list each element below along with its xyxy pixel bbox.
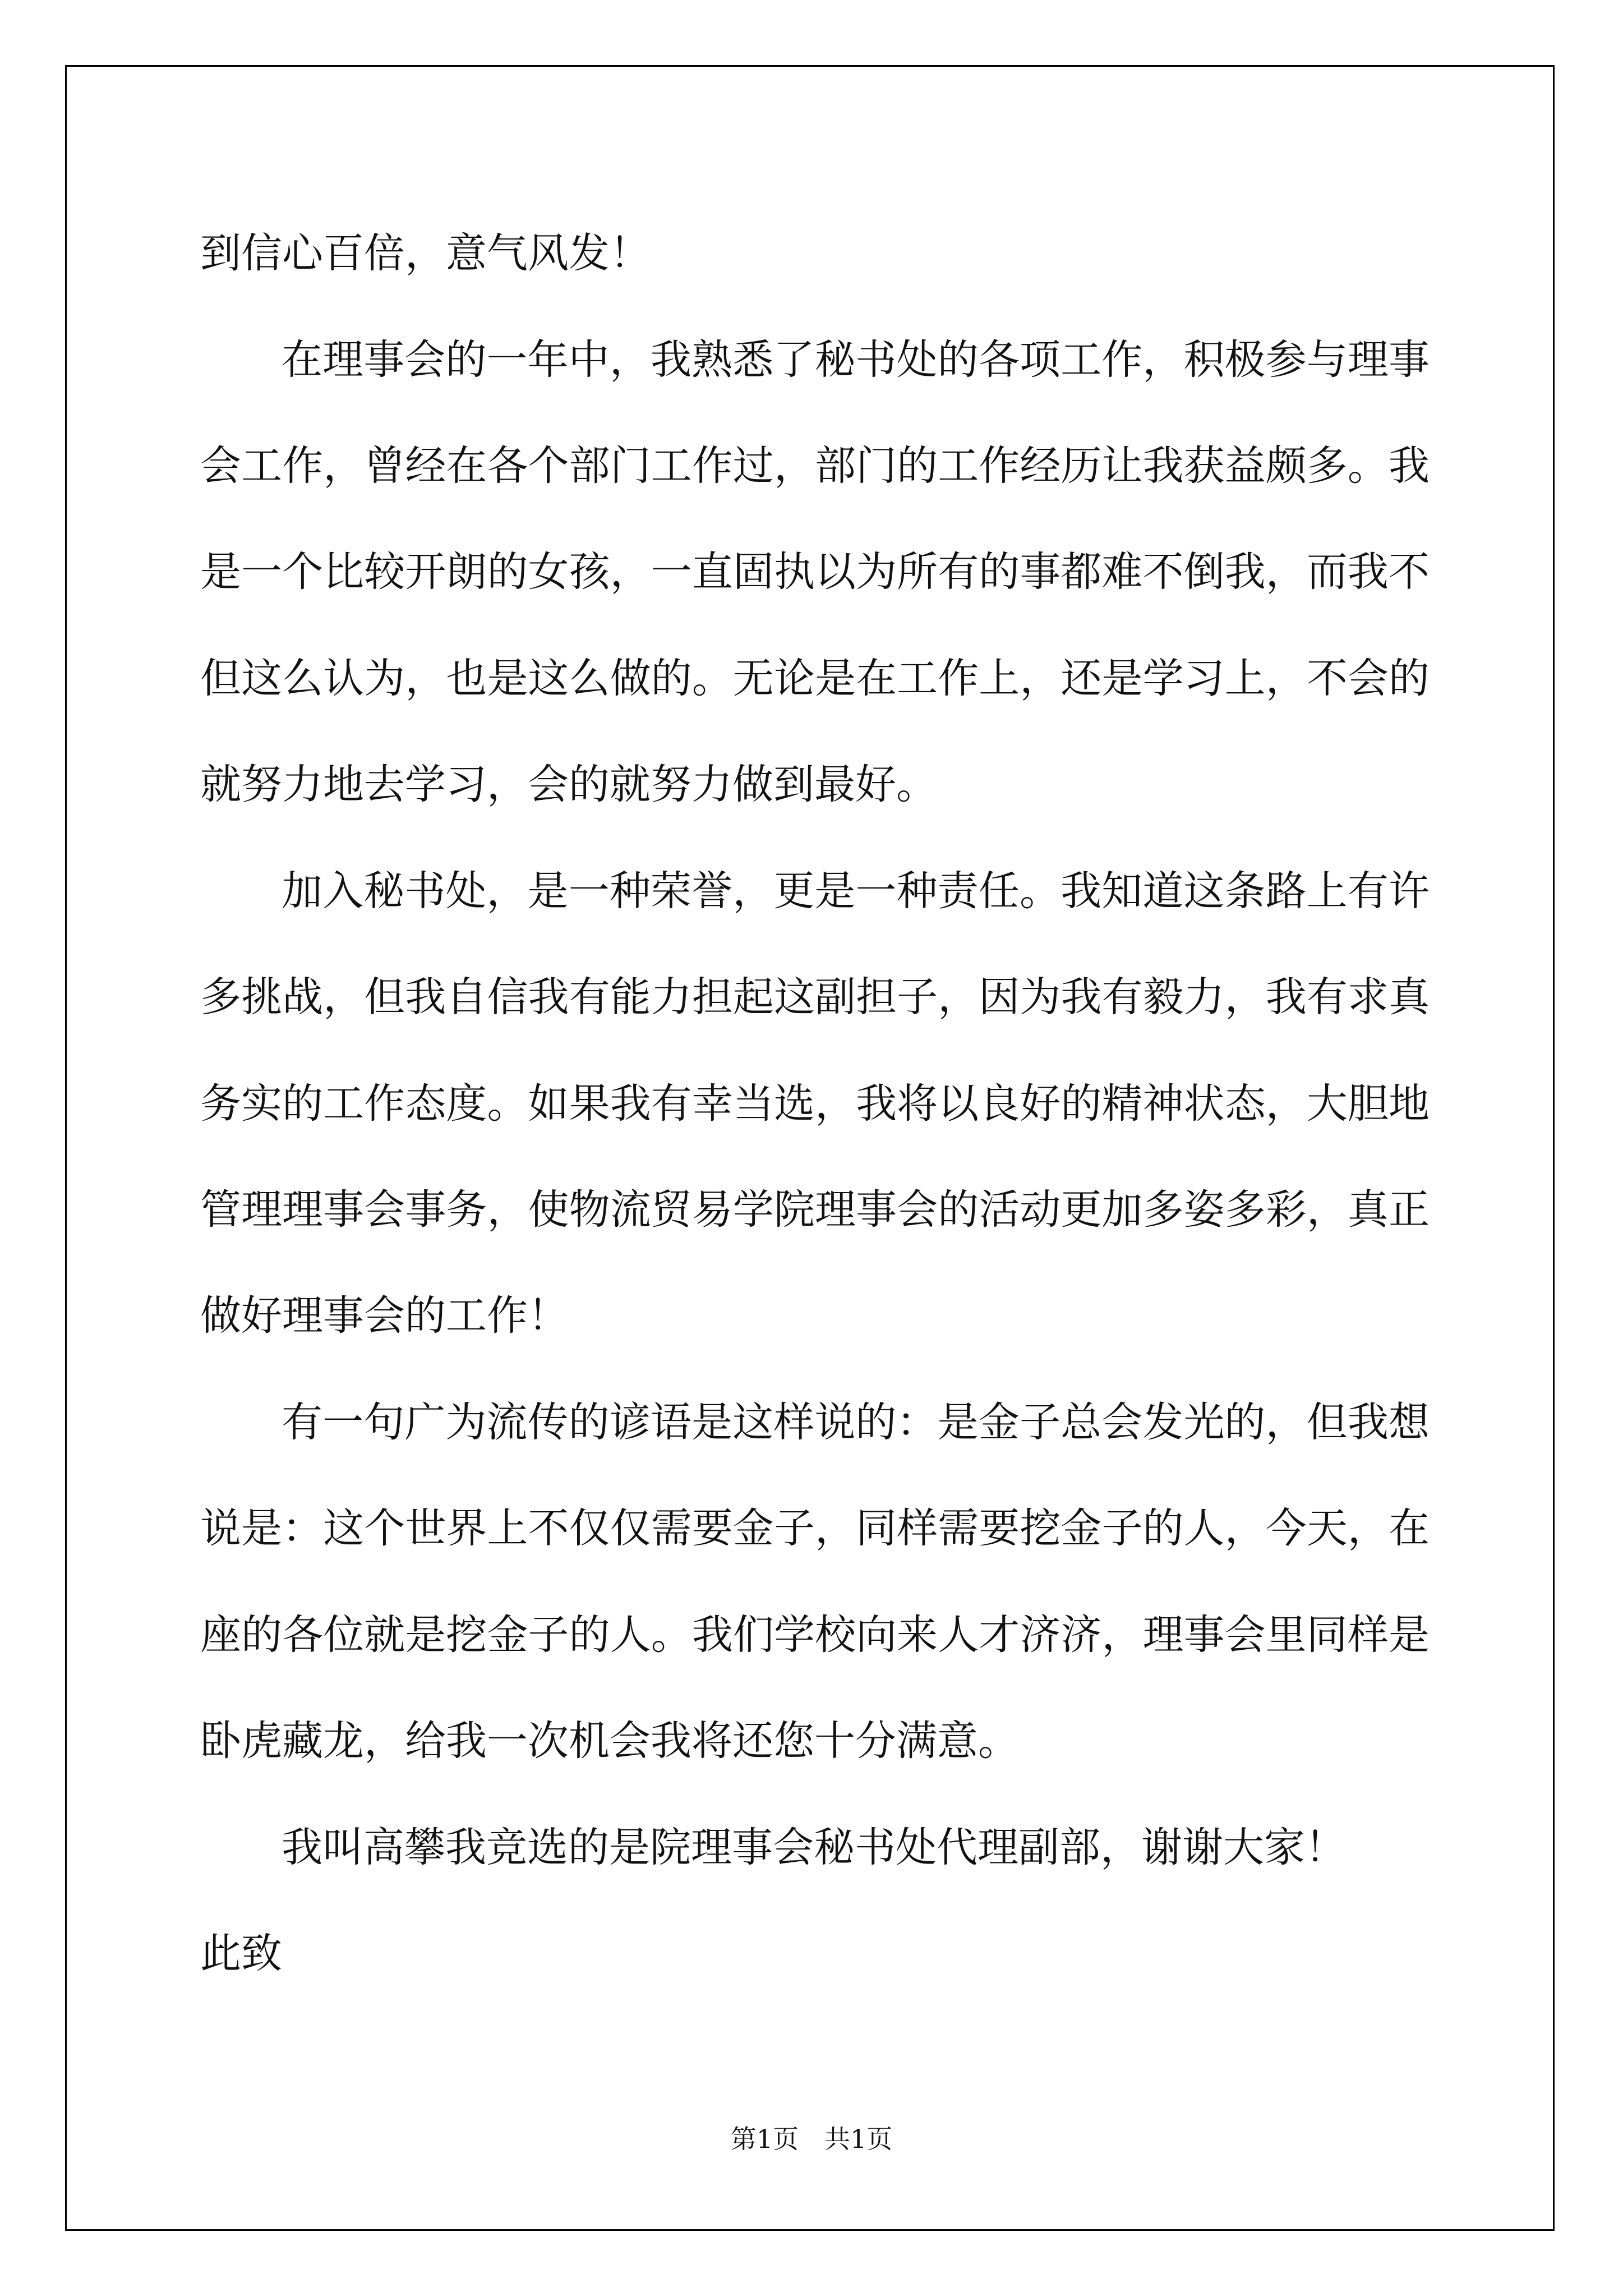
text-line: 就努力地去学习，会的就努力做到最好。 bbox=[200, 761, 937, 808]
page-border bbox=[65, 65, 1555, 2231]
text-line: 到信心百倍，意气风发！ bbox=[200, 229, 651, 277]
text-line: 会工作，曾经在各个部门工作过，部门的工作经历让我获益颇多。我 bbox=[200, 442, 1430, 490]
paragraph-first-line: 有一句广为流传的谚语是这样说的：是金子总会发光的，但我想 bbox=[282, 1398, 1430, 1446]
page-number-total: 共1页 bbox=[824, 2124, 893, 2154]
paragraph-first-line: 在理事会的一年中，我熟悉了秘书处的各项工作，积极参与理事 bbox=[282, 336, 1430, 384]
paragraph-first-line: 加入秘书处，是一种荣誉，更是一种责任。我知道这条路上有许 bbox=[282, 867, 1430, 915]
text-line: 是一个比较开朗的女孩，一直固执以为所有的事都难不倒我，而我不 bbox=[200, 548, 1430, 596]
page-number-current: 第1页 bbox=[730, 2124, 799, 2154]
text-line: 做好理事会的工作！ bbox=[200, 1292, 569, 1340]
text-line: 座的各位就是挖金子的人。我们学校向来人才济济，理事会里同样是 bbox=[200, 1611, 1430, 1659]
text-line: 管理理事会事务，使物流贸易学院理事会的活动更加多姿多彩，真正 bbox=[200, 1186, 1430, 1234]
text-line: 但这么认为，也是这么做的。无论是在工作上，还是学习上，不会的 bbox=[200, 655, 1430, 702]
text-line: 说是：这个世界上不仅仅需要金子，同样需要挖金子的人，今天，在 bbox=[200, 1504, 1430, 1552]
text-line: 多挑战，但我自信我有能力担起这副担子，因为我有毅力，我有求真 bbox=[200, 973, 1430, 1021]
text-line: 务实的工作态度。如果我有幸当选，我将以良好的精神状态，大胆地 bbox=[200, 1080, 1430, 1128]
text-line: 卧虎藏龙，给我一次机会我将还您十分满意。 bbox=[200, 1717, 1019, 1765]
page-footer bbox=[0, 2126, 1623, 2152]
paragraph-first-line: 我叫高攀我竞选的是院理事会秘书处代理副部，谢谢大家！ bbox=[282, 1824, 1346, 1871]
closing-salutation: 此致 bbox=[200, 1930, 282, 1977]
